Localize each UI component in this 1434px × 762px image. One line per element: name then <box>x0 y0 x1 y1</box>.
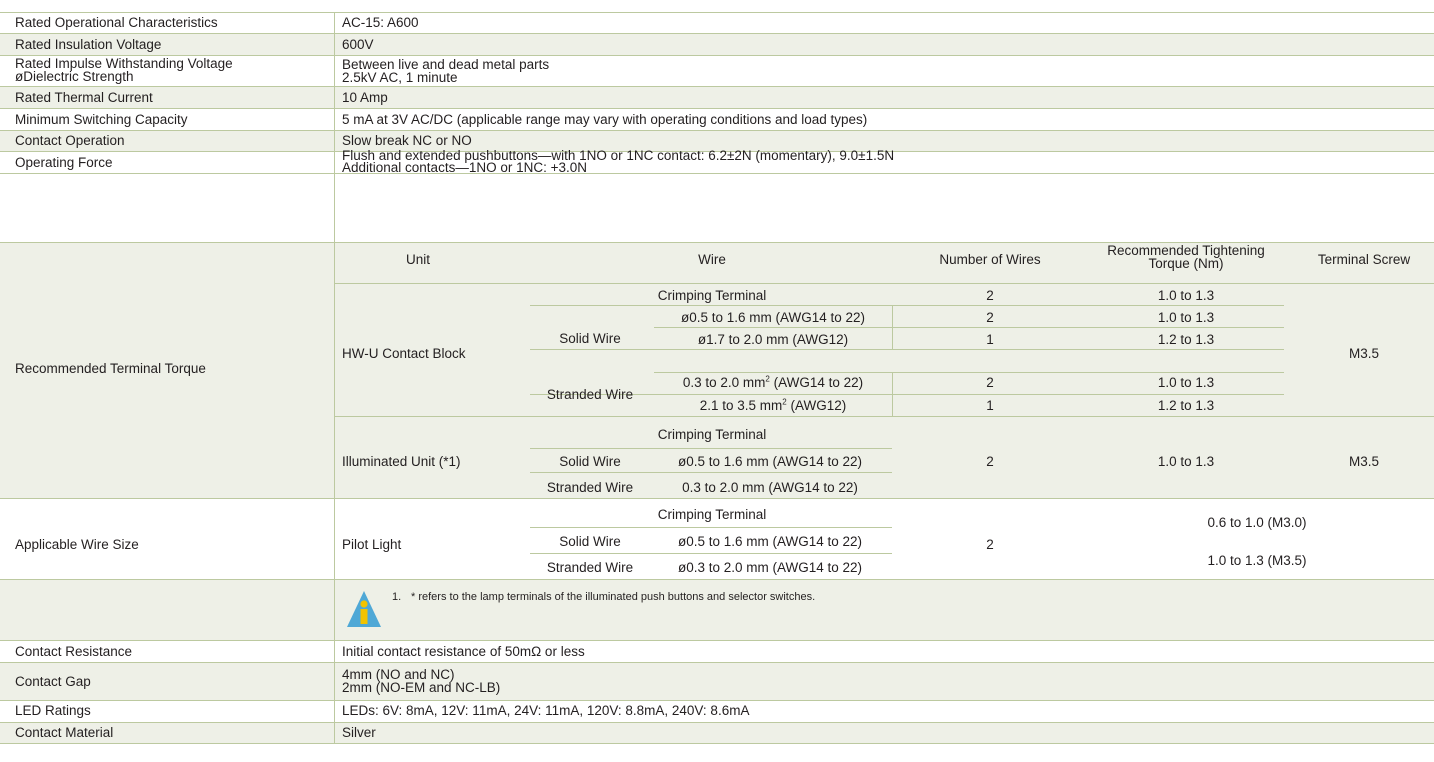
wire-stranded: Stranded Wire <box>546 387 634 402</box>
header-wire: Wire <box>698 252 726 267</box>
number-of-wires: 1 <box>986 398 994 413</box>
tightening-torque: 1.0 to 1.3 <box>1157 454 1215 469</box>
wire-size: ø1.7 to 2.0 mm (AWG12) <box>697 332 849 347</box>
wire-size: ø0.5 to 1.6 mm (AWG14 to 22) <box>677 534 863 549</box>
wire-size: ø0.3 to 2.0 mm (AWG14 to 22) <box>677 560 863 575</box>
wire-stranded: Stranded Wire <box>546 480 634 495</box>
row-label: Contact Resistance <box>15 644 133 659</box>
row-label: LED Ratings <box>15 703 91 718</box>
row-divider <box>0 498 1434 499</box>
tightening-torque: 1.0 to 1.3 <box>1157 288 1215 303</box>
row-divider <box>0 12 1434 13</box>
terminal-screw: M3.5 <box>1348 346 1380 361</box>
row-label: Rated Insulation Voltage <box>15 37 162 52</box>
header-torque: Torque (Nm) <box>1148 256 1224 271</box>
header-terminal-screw: Terminal Screw <box>1317 252 1411 267</box>
sub-divider <box>530 553 892 554</box>
row-value: Slow break NC or NO <box>342 133 472 148</box>
wire-size: 0.3 to 2.0 $mm^2$ (AWG14 to 22) <box>682 374 864 390</box>
row-label: Applicable Wire Size <box>15 537 139 552</box>
row-label: Contact Material <box>15 725 114 740</box>
sub-divider <box>335 283 1434 284</box>
sub-divider <box>530 394 1284 395</box>
row-label: Contact Operation <box>15 133 125 148</box>
row-bg <box>0 579 1434 640</box>
row-label: Contact Gap <box>15 674 91 689</box>
wire-crimping-terminal: Crimping Terminal <box>657 427 767 442</box>
column-divider <box>334 12 335 743</box>
row-divider <box>0 86 1434 87</box>
row-label: Operating Force <box>15 155 113 170</box>
row-bg <box>0 86 1434 108</box>
wire-crimping-terminal: Crimping Terminal <box>657 507 767 522</box>
row-value: 4mm (NO and NC) <box>342 667 455 682</box>
wire-size: ø0.5 to 1.6 mm (AWG14 to 22) <box>677 454 863 469</box>
row-value: 600V <box>342 37 374 52</box>
row-bg <box>0 662 1434 700</box>
tightening-torque: 0.6 to 1.0 (M3.0) <box>1207 515 1307 530</box>
number-of-wires: 2 <box>986 537 994 552</box>
number-of-wires: 2 <box>986 310 994 325</box>
sub-divider <box>654 327 1284 328</box>
note-text: * refers to the lamp terminals of the illuminated push buttons and selector switches. <box>411 591 816 603</box>
row-bg <box>0 34 1434 55</box>
row-divider <box>0 130 1434 131</box>
row-divider <box>0 662 1434 663</box>
wire-size: 0.3 to 2.0 mm (AWG14 to 22) <box>682 480 858 495</box>
tightening-torque: 1.0 to 1.3 (M3.5) <box>1207 553 1307 568</box>
row-divider <box>0 33 1434 34</box>
unit-pilot-light: Pilot Light <box>342 537 402 552</box>
row-value: Between live and dead metal parts <box>342 57 550 72</box>
number-of-wires: 1 <box>986 332 994 347</box>
sub-divider <box>530 527 892 528</box>
unit-hw-u-contact-block: HW-U Contact Block <box>342 346 466 361</box>
number-of-wires: 2 <box>986 454 994 469</box>
header-unit: Unit <box>405 252 431 267</box>
row-value: Initial contact resistance of 50mΩ or less <box>342 644 585 659</box>
row-label: Rated Thermal Current <box>15 90 153 105</box>
tightening-torque: 1.2 to 1.3 <box>1157 332 1215 347</box>
sub-divider <box>654 372 1284 373</box>
row-value: 5 mA at 3V AC/DC (applicable range may vary with operating conditions and load types) <box>342 112 868 127</box>
row-value: AC-15: A600 <box>342 15 419 30</box>
number-of-wires: 2 <box>986 375 994 390</box>
wire-solid: Solid Wire <box>559 331 621 346</box>
row-value: LEDs: 6V: 8mA, 12V: 11mA, 24V: 11mA, 120V: 8.8mA, 240V: 8.6mA <box>342 703 750 718</box>
row-value: 10 Amp <box>342 90 388 105</box>
wire-size: 2.1 to 3.5 $mm^2$ (AWG12) <box>699 397 847 413</box>
sub-divider <box>530 448 892 449</box>
wire-stranded: Stranded Wire <box>546 560 634 575</box>
info-icon <box>346 590 382 628</box>
wire-crimping-terminal: Crimping Terminal <box>657 288 767 303</box>
row-label: Minimum Switching Capacity <box>15 112 188 127</box>
row-value: 2.5kV AC, 1 minute <box>342 70 458 85</box>
header-torque: Recommended Tightening <box>1107 243 1265 258</box>
row-divider <box>0 579 1434 580</box>
wire-size: ø0.5 to 1.6 mm (AWG14 to 22) <box>680 310 866 325</box>
row-label: Recommended Terminal Torque <box>15 361 206 376</box>
row-value: Flush and extended pushbuttons—with 1NO or 1NC contact: 6.2±2N (momentary), 9.0±1.5N <box>342 148 895 163</box>
sub-divider <box>892 305 893 349</box>
sub-divider <box>530 349 1284 350</box>
number-of-wires: 2 <box>986 288 994 303</box>
row-divider <box>0 108 1434 109</box>
tightening-torque: 1.2 to 1.3 <box>1157 398 1215 413</box>
row-divider <box>0 722 1434 723</box>
wire-solid: Solid Wire <box>559 534 621 549</box>
row-divider <box>0 743 1434 744</box>
sub-divider <box>335 416 1434 417</box>
row-divider <box>0 173 1434 174</box>
row-bg <box>0 722 1434 743</box>
row-value: Additional contacts—1NO or 1NC: +3.0N <box>342 160 587 175</box>
row-value: Silver <box>342 725 376 740</box>
row-label: Rated Impulse Withstanding Voltage <box>15 56 233 71</box>
row-divider <box>0 700 1434 701</box>
note-number: 1. <box>392 591 402 603</box>
row-value: 2mm (NO-EM and NC-LB) <box>342 680 501 695</box>
row-label: øDielectric Strength <box>15 69 134 84</box>
row-divider <box>0 640 1434 641</box>
wire-solid: Solid Wire <box>559 454 621 469</box>
terminal-screw: M3.5 <box>1348 454 1380 469</box>
unit-illuminated: Illuminated Unit (*1) <box>342 454 461 469</box>
header-number-of-wires: Number of Wires <box>939 252 1041 267</box>
row-label: Rated Operational Characteristics <box>15 15 218 30</box>
tightening-torque: 1.0 to 1.3 <box>1157 310 1215 325</box>
sub-divider <box>530 305 1284 306</box>
sub-divider <box>892 372 893 416</box>
sub-divider <box>530 472 892 473</box>
tightening-torque: 1.0 to 1.3 <box>1157 375 1215 390</box>
